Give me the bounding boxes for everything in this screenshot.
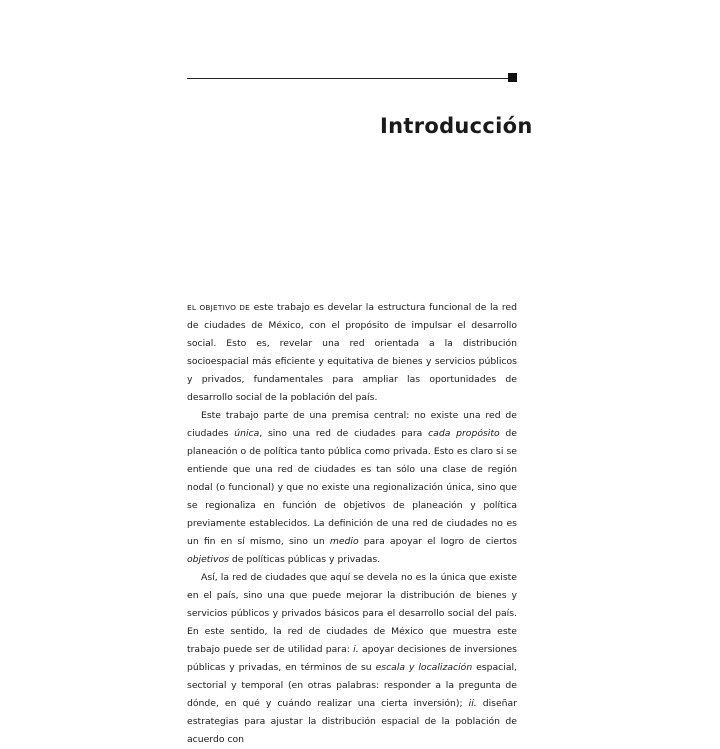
text-run: Así, la red de ciudades que aquí se devela no es la única que existe en el país, sino una que puede mejorar la distribución de bienes y servicios públicos y privados básicos para el desarrollo social del país. En este sentido, la red de ciudades de México que muestra este trabajo puede ser de utilidad para: xyxy=(187,572,517,655)
opening-small-caps: EL OBJETIVO DE xyxy=(187,303,251,312)
italic-run: medio xyxy=(329,536,359,547)
text-run: de políticas públicas y privadas. xyxy=(228,554,381,565)
text-run: Este trabajo parte de una premisa central: no existe una red de ciudades xyxy=(187,410,517,439)
chapter-rule-square xyxy=(508,73,517,82)
italic-run: objetivos xyxy=(187,554,229,565)
italic-run: escala y localización xyxy=(375,662,473,673)
body-text xyxy=(187,299,517,749)
italic-run: cada propósito xyxy=(428,428,500,439)
text-run: , sino una red de ciudades para xyxy=(259,428,429,439)
text-run: apoyar decisiones de inversiones públicas y privadas, en términos de su xyxy=(187,644,517,673)
chapter-title: Introducción xyxy=(380,114,533,139)
text-run: espacial, sectorial y temporal (en otras palabras: responder a la pregunta de dónde, en qué y cuándo realizar una cierta inversión); xyxy=(187,662,518,709)
chapter-rule xyxy=(187,78,509,79)
text-run: para apoyar el logro de ciertos xyxy=(358,536,517,547)
text-run: diseñar estrategias para ajustar la distribución espacial de la población de acuerdo con xyxy=(187,698,517,745)
text-run: este trabajo es develar la estructura funcional de la red de ciudades de México, con el propósito de impulsar el desarrollo social. Esto es, revelar una red orientada a la distribución socioespacial más eficiente y equitativa de bienes y servicios públicos y privados, fundamentales para ampliar las oportunidades de desarrollo social de la población del país. xyxy=(187,302,517,403)
italic-run: única xyxy=(234,428,260,439)
italic-run: i. xyxy=(353,644,359,655)
paragraph-1 xyxy=(187,299,517,407)
text-run: de planeación o de política tanto pública como privada. Esto es claro si se entiende que una red de ciudades es tan sólo una clase de región nodal (o funcional) y que no existe una regionalización única, sino que se regionaliza en función de objetivos de planeación y política previamente establecidos. La definición de una red de ciudades no es un fin en sí mismo, sino un xyxy=(187,428,517,547)
italic-run: ii. xyxy=(468,698,477,709)
paragraph-2 xyxy=(187,407,517,569)
paragraph-3 xyxy=(187,569,517,749)
